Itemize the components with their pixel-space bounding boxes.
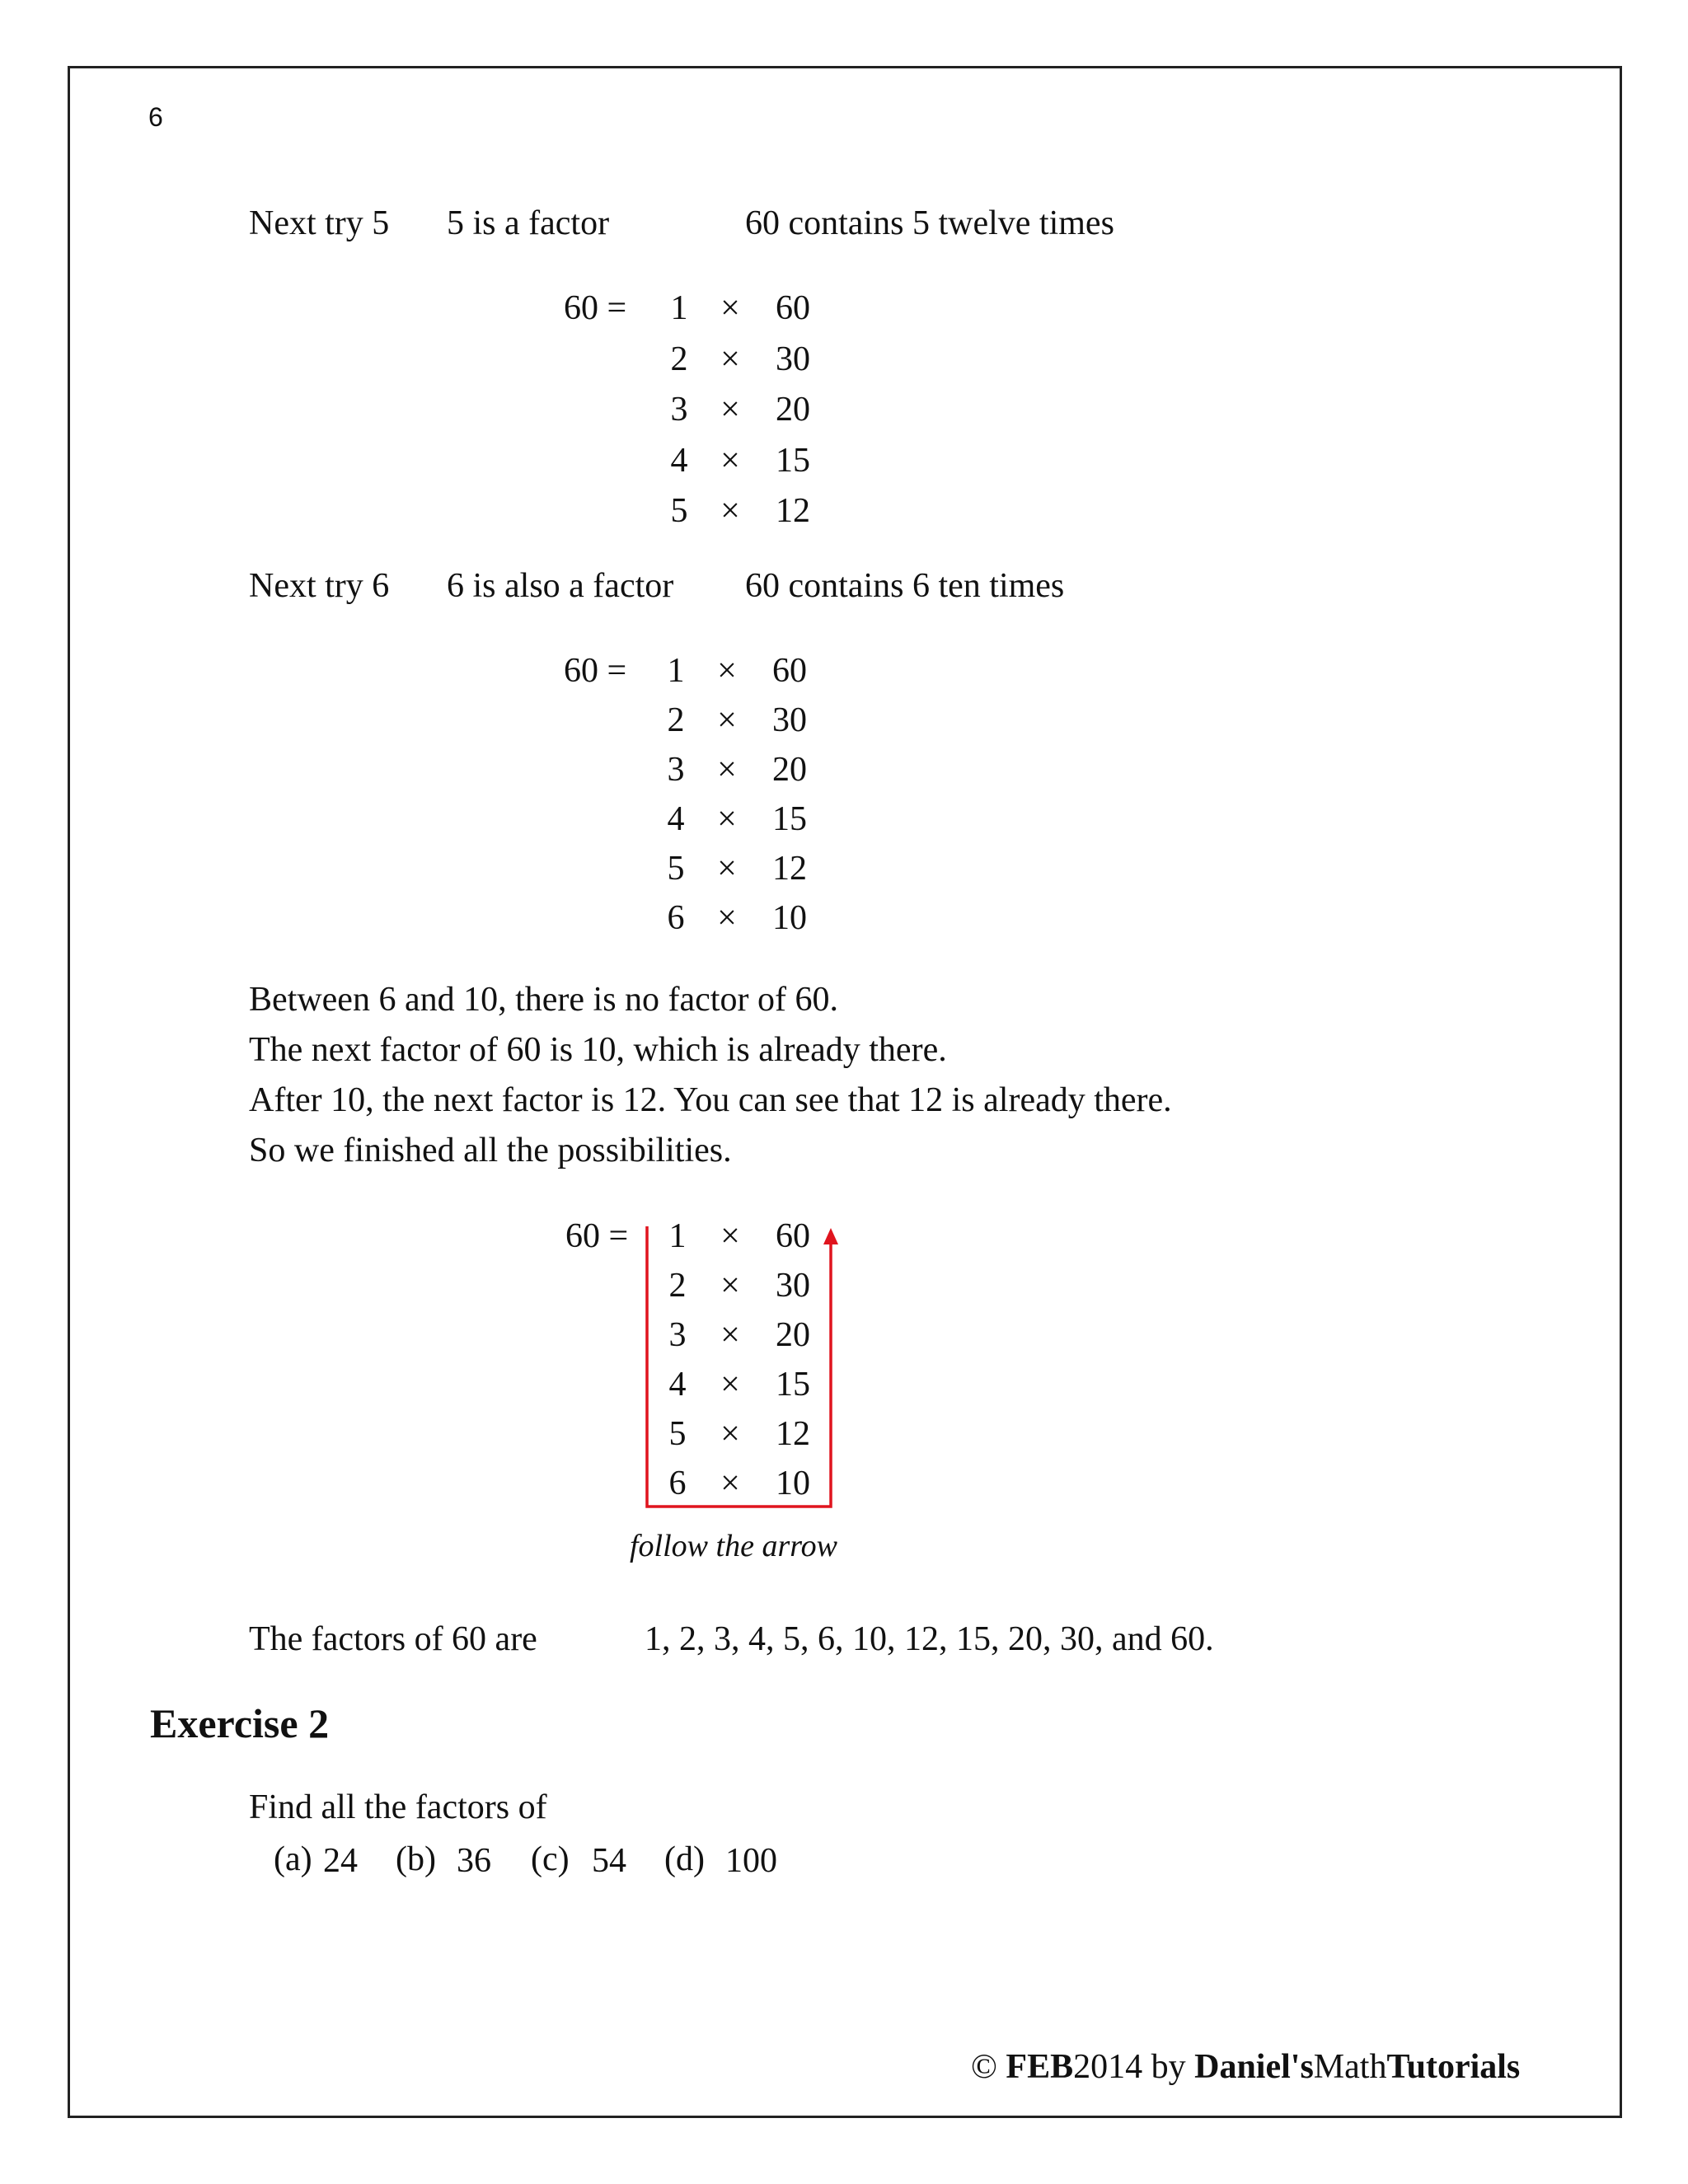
paragraph-line-1: Between 6 and 10, there is no factor of 60.: [249, 981, 838, 1019]
table2-row-3-small-factor: 3: [667, 751, 685, 789]
table1-row-4-times-sign: ×: [720, 441, 740, 480]
table2-row-5-times-sign: ×: [717, 850, 737, 888]
table2-row-5-large-factor: 12: [772, 850, 807, 888]
step5-try: Next try 5: [249, 204, 390, 242]
table1-row-2-small-factor: 2: [670, 340, 688, 378]
table1-row-4-small-factor: 4: [670, 441, 688, 480]
table1-row-1-small-factor: 1: [670, 289, 688, 327]
table2-row-1-large-factor: 60: [772, 652, 807, 690]
paragraph-line-4: So we finished all the possibilities.: [249, 1132, 732, 1169]
table2-row-2-small-factor: 2: [667, 701, 685, 739]
page-number: 6: [148, 102, 163, 132]
exercise-item-a-label: (a): [274, 1840, 312, 1878]
footer-author: Daniel's: [1194, 2048, 1314, 2086]
table3-lhs: 60 =: [565, 1217, 629, 1255]
table2-row-4-large-factor: 15: [772, 800, 807, 838]
table3-row-6-large-factor: 10: [776, 1465, 810, 1502]
table3-row-6-small-factor: 6: [668, 1465, 687, 1502]
table3-row-1-small-factor: 1: [668, 1217, 687, 1255]
exercise-item-c-value: 54: [592, 1842, 626, 1880]
arrow-caption: follow the arrow: [630, 1529, 837, 1563]
table1-row-5-large-factor: 12: [776, 492, 810, 530]
table3-row-3-small-factor: 3: [668, 1316, 687, 1354]
copyright-symbol: ©: [971, 2048, 997, 2086]
table2-lhs: 60 =: [564, 652, 627, 690]
table1-row-5-small-factor: 5: [670, 492, 688, 530]
paragraph-line-3: After 10, the next factor is 12. You can see that 12 is already there.: [249, 1081, 1172, 1119]
exercise-item-a-value: 24: [323, 1842, 358, 1880]
table3-row-2-large-factor: 30: [776, 1267, 810, 1305]
table2-row-6-small-factor: 6: [667, 899, 685, 937]
table2-row-3-times-sign: ×: [717, 751, 737, 789]
table2-row-4-small-factor: 4: [667, 800, 685, 838]
arrow-head: [823, 1228, 838, 1244]
footer-brand: Tutorials: [1386, 2048, 1521, 2086]
exercise-item-c-label: (c): [531, 1840, 570, 1878]
footer-subject: Math: [1313, 2048, 1387, 2086]
table3-row-6-times-sign: ×: [720, 1465, 740, 1502]
table3-row-2-small-factor: 2: [668, 1267, 687, 1305]
exercise-item-d-label: (d): [664, 1840, 705, 1878]
exercise-item-d-value: 100: [725, 1842, 777, 1880]
exercise-heading: Exercise 2: [150, 1700, 330, 1746]
table1-row-3-large-factor: 20: [776, 391, 810, 429]
factors-list: 1, 2, 3, 4, 5, 6, 10, 12, 15, 20, 30, and 60.: [645, 1620, 1214, 1658]
table2-row-2-times-sign: ×: [717, 701, 737, 739]
table2-row-1-small-factor: 1: [667, 652, 685, 690]
table2-row-6-times-sign: ×: [717, 899, 737, 937]
table2-row-6-large-factor: 10: [772, 899, 807, 937]
step6-contains: 60 contains 6 ten times: [745, 567, 1065, 605]
table2-row-5-small-factor: 5: [667, 850, 685, 888]
table3-row-5-small-factor: 5: [668, 1415, 687, 1453]
step6-try: Next try 6: [249, 567, 390, 605]
table1-row-2-times-sign: ×: [720, 340, 740, 378]
table1-row-1-times-sign: ×: [720, 289, 740, 327]
footer-copyright: [971, 2047, 1520, 2087]
exercise-item-b-value: 36: [457, 1842, 491, 1880]
exercise-item-b-label: (b): [396, 1840, 436, 1878]
step5-note: 5 is a factor: [447, 204, 610, 242]
table3-row-4-small-factor: 4: [668, 1366, 687, 1404]
table3-row-2-times-sign: ×: [720, 1267, 740, 1305]
table3-row-4-times-sign: ×: [720, 1366, 740, 1404]
step5-contains: 60 contains 5 twelve times: [745, 204, 1114, 242]
table1-row-3-small-factor: 3: [670, 391, 688, 429]
table3-row-4-large-factor: 15: [776, 1366, 810, 1404]
arrow-path: [647, 1226, 831, 1507]
table3-row-5-large-factor: 12: [776, 1415, 810, 1453]
table1-row-2-large-factor: 30: [776, 340, 810, 378]
table1-row-3-times-sign: ×: [720, 391, 740, 429]
exercise-prompt: Find all the factors of: [249, 1788, 547, 1826]
table3-row-3-times-sign: ×: [720, 1316, 740, 1354]
table3-row-1-large-factor: 60: [776, 1217, 810, 1255]
table1-lhs: 60 =: [564, 289, 627, 327]
table2-row-4-times-sign: ×: [717, 800, 737, 838]
table2-row-2-large-factor: 30: [772, 701, 807, 739]
table3-row-1-times-sign: ×: [720, 1217, 740, 1255]
factors-label: The factors of 60 are: [249, 1620, 537, 1658]
footer-year: 2014 by: [1073, 2048, 1195, 2086]
table2-row-3-large-factor: 20: [772, 751, 807, 789]
footer-month: FEB: [1006, 2048, 1074, 2086]
paragraph-line-2: The next factor of 60 is 10, which is already there.: [249, 1031, 947, 1069]
table3-row-3-large-factor: 20: [776, 1316, 810, 1354]
table3-row-5-times-sign: ×: [720, 1415, 740, 1453]
table1-row-1-large-factor: 60: [776, 289, 810, 327]
step6-note: 6 is also a factor: [447, 567, 674, 605]
table1-row-4-large-factor: 15: [776, 441, 810, 480]
table1-row-5-times-sign: ×: [720, 492, 740, 530]
table2-row-1-times-sign: ×: [717, 652, 737, 690]
